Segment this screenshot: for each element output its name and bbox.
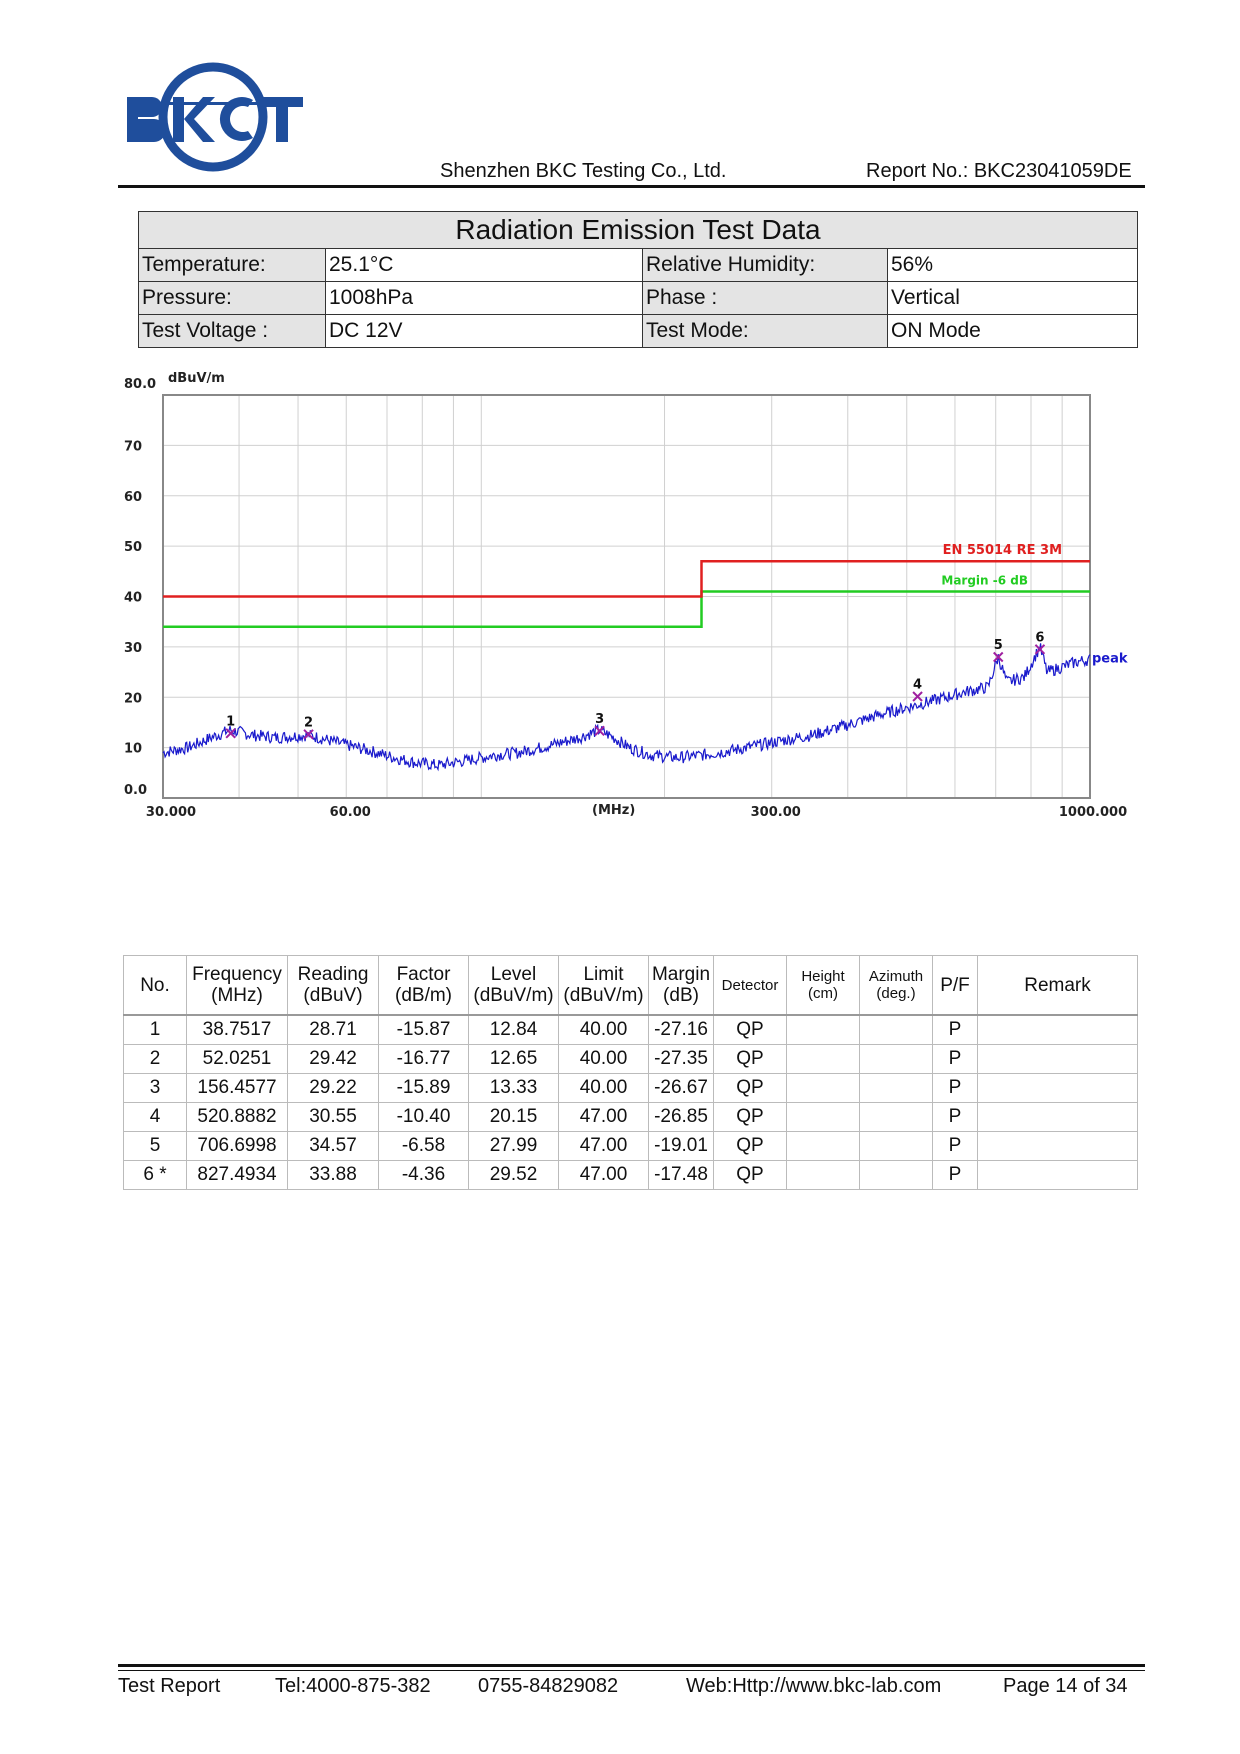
temperature-value: 25.1°C	[326, 249, 643, 282]
report-number: Report No.: BKC23041059DE	[866, 160, 1132, 182]
col-factor	[379, 956, 469, 1016]
footer-rule	[118, 1664, 1145, 1667]
humidity-value: 56%	[888, 249, 1138, 282]
table-row	[124, 1103, 1138, 1132]
marker-label: 2	[304, 715, 314, 731]
col-height-unit: (cm)	[808, 985, 838, 1002]
row-reading: 30.55	[288, 1103, 379, 1132]
col-level	[469, 956, 559, 1016]
row-margin: -26.67	[649, 1074, 714, 1103]
footer-tel: Tel:4000-875-382	[275, 1675, 431, 1697]
row-frequency: 827.4934	[187, 1161, 288, 1190]
row-reading: 29.22	[288, 1074, 379, 1103]
row-azimuth	[860, 1103, 933, 1132]
col-frequency-unit: (MHz)	[211, 985, 263, 1006]
mode-value: ON Mode	[888, 315, 1138, 348]
col-limit	[559, 956, 649, 1016]
marker-label: 6	[1035, 630, 1045, 646]
row-azimuth	[860, 1015, 933, 1045]
row-factor: -15.87	[379, 1015, 469, 1045]
col-level-unit: (dBuV/m)	[473, 985, 554, 1006]
y-tick-label: 50	[124, 540, 143, 556]
report-title: Radiation Emission Test Data	[139, 212, 1138, 249]
row-frequency: 156.4577	[187, 1074, 288, 1103]
row-azimuth	[860, 1074, 933, 1103]
row-limit: 47.00	[559, 1161, 649, 1190]
y-tick-label: 10	[124, 741, 143, 757]
col-factor-label: Factor	[396, 964, 451, 985]
marker-label: 1	[226, 714, 236, 730]
row-frequency: 520.8882	[187, 1103, 288, 1132]
col-height	[787, 956, 860, 1016]
row-height	[787, 1103, 860, 1132]
row-margin: -27.35	[649, 1045, 714, 1074]
pressure-label: Pressure:	[139, 282, 326, 315]
row-height	[787, 1074, 860, 1103]
row-detector: QP	[714, 1015, 787, 1045]
row-detector: QP	[714, 1045, 787, 1074]
marker-label: 5	[993, 638, 1003, 654]
row-margin: -26.85	[649, 1103, 714, 1132]
x-tick-label: 30.000	[145, 805, 197, 820]
row-limit: 40.00	[559, 1015, 649, 1045]
row-limit: 47.00	[559, 1103, 649, 1132]
row-frequency: 38.7517	[187, 1015, 288, 1045]
marker-label: 3	[595, 711, 605, 727]
footer-web: Web:Http://www.bkc-lab.com	[686, 1675, 942, 1697]
row-azimuth	[860, 1161, 933, 1190]
trace-label: peak	[1092, 651, 1128, 667]
col-detector: Detector	[714, 956, 787, 1016]
row-level: 12.65	[469, 1045, 559, 1074]
row-remark	[978, 1103, 1138, 1132]
temperature-label: Temperature:	[139, 249, 326, 282]
row-height	[787, 1132, 860, 1161]
row-azimuth	[860, 1045, 933, 1074]
row-detector: QP	[714, 1074, 787, 1103]
peak-trace	[163, 643, 1090, 769]
row-pf: P	[933, 1103, 978, 1132]
col-pf: P/F	[933, 956, 978, 1016]
row-detector: QP	[714, 1161, 787, 1190]
col-margin	[649, 956, 714, 1016]
row-factor: -15.89	[379, 1074, 469, 1103]
y-tick-label: 80.0	[124, 377, 157, 392]
limit-line-label: EN 55014 RE 3M	[942, 543, 1062, 559]
row-pf: P	[933, 1161, 978, 1190]
row-factor: -10.40	[379, 1103, 469, 1132]
col-reading	[288, 956, 379, 1016]
row-pf: P	[933, 1015, 978, 1045]
row-level: 20.15	[469, 1103, 559, 1132]
col-azimuth-unit: (deg.)	[876, 985, 916, 1002]
y-tick-label: 0.0	[124, 783, 148, 798]
row-no: 5	[124, 1132, 187, 1161]
row-no: 3	[124, 1074, 187, 1103]
col-frequency-label: Frequency	[192, 964, 282, 985]
row-pf: P	[933, 1132, 978, 1161]
header-rule	[118, 185, 1145, 188]
voltage-value: DC 12V	[326, 315, 643, 348]
row-remark	[978, 1132, 1138, 1161]
row-height	[787, 1045, 860, 1074]
col-factor-unit: (dB/m)	[395, 985, 452, 1006]
row-remark	[978, 1074, 1138, 1103]
bkc-logo	[125, 62, 305, 172]
footer-label: Test Report	[118, 1675, 221, 1697]
y-tick-label: 40	[124, 590, 143, 606]
table-row	[124, 1045, 1138, 1074]
col-azimuth-label: Azimuth	[868, 968, 924, 985]
voltage-label: Test Voltage :	[139, 315, 326, 348]
row-margin: -27.16	[649, 1015, 714, 1045]
row-level: 12.84	[469, 1015, 559, 1045]
x-tick-label: 60.00	[329, 805, 371, 820]
row-azimuth	[860, 1132, 933, 1161]
row-limit: 40.00	[559, 1045, 649, 1074]
row-factor: -4.36	[379, 1161, 469, 1190]
col-no: No.	[124, 956, 187, 1016]
y-tick-label: 70	[124, 439, 143, 455]
table-row	[124, 1015, 1138, 1045]
row-reading: 33.88	[288, 1161, 379, 1190]
col-height-label: Height	[801, 968, 845, 985]
row-reading: 29.42	[288, 1045, 379, 1074]
row-margin: -17.48	[649, 1161, 714, 1190]
table-row	[124, 1074, 1138, 1103]
row-remark	[978, 1015, 1138, 1045]
y-axis-label: dBuV/m	[168, 371, 225, 386]
row-height	[787, 1015, 860, 1045]
x-axis-label: (MHz)	[592, 803, 636, 818]
row-pf: P	[933, 1074, 978, 1103]
col-reading-label: Reading	[297, 964, 369, 985]
row-reading: 34.57	[288, 1132, 379, 1161]
row-limit: 47.00	[559, 1132, 649, 1161]
test-conditions-table	[138, 211, 1138, 348]
footer-page: Page 14 of 34	[1003, 1675, 1128, 1697]
row-frequency: 706.6998	[187, 1132, 288, 1161]
row-no: 2	[124, 1045, 187, 1074]
row-no: 4	[124, 1103, 187, 1132]
col-azimuth	[860, 956, 933, 1016]
row-remark	[978, 1045, 1138, 1074]
row-detector: QP	[714, 1132, 787, 1161]
marker-5	[994, 638, 1003, 662]
row-no: 1	[124, 1015, 187, 1045]
row-level: 13.33	[469, 1074, 559, 1103]
marker-label: 4	[913, 677, 923, 693]
row-factor: -16.77	[379, 1045, 469, 1074]
x-tick-label: 300.00	[750, 805, 801, 820]
row-frequency: 52.0251	[187, 1045, 288, 1074]
row-limit: 40.00	[559, 1074, 649, 1103]
col-limit-label: Limit	[583, 964, 624, 985]
col-margin-label: Margin	[651, 964, 711, 985]
row-remark	[978, 1161, 1138, 1190]
mode-label: Test Mode:	[643, 315, 888, 348]
margin-line-label: Margin -6 dB	[941, 573, 1028, 588]
humidity-label: Relative Humidity:	[643, 249, 888, 282]
col-limit-unit: (dBuV/m)	[563, 985, 644, 1006]
row-detector: QP	[714, 1103, 787, 1132]
row-pf: P	[933, 1045, 978, 1074]
emission-chart	[118, 370, 1138, 920]
footer-phone: 0755-84829082	[478, 1675, 619, 1697]
row-level: 29.52	[469, 1161, 559, 1190]
row-height	[787, 1161, 860, 1190]
marker-3	[595, 712, 604, 736]
row-reading: 28.71	[288, 1015, 379, 1045]
row-factor: -6.58	[379, 1132, 469, 1161]
row-level: 27.99	[469, 1132, 559, 1161]
col-level-label: Level	[490, 964, 537, 985]
row-margin: -19.01	[649, 1132, 714, 1161]
col-reading-unit: (dBuV)	[303, 985, 363, 1006]
x-tick-label: 1000.000	[1058, 805, 1128, 820]
phase-value: Vertical	[888, 282, 1138, 315]
pressure-value: 1008hPa	[326, 282, 643, 315]
table-row	[124, 1132, 1138, 1161]
table-row	[124, 1161, 1138, 1190]
results-table	[123, 955, 1138, 1190]
phase-label: Phase :	[643, 282, 888, 315]
y-tick-label: 60	[124, 489, 143, 505]
col-remark: Remark	[978, 956, 1138, 1016]
y-tick-label: 30	[124, 640, 143, 656]
row-no: 6 *	[124, 1161, 187, 1190]
col-frequency	[187, 956, 288, 1016]
col-margin-unit: (dB)	[663, 985, 699, 1006]
y-tick-label: 20	[124, 691, 143, 707]
company-name: Shenzhen BKC Testing Co., Ltd.	[440, 160, 727, 182]
footer-rule-thin	[118, 1670, 1145, 1671]
